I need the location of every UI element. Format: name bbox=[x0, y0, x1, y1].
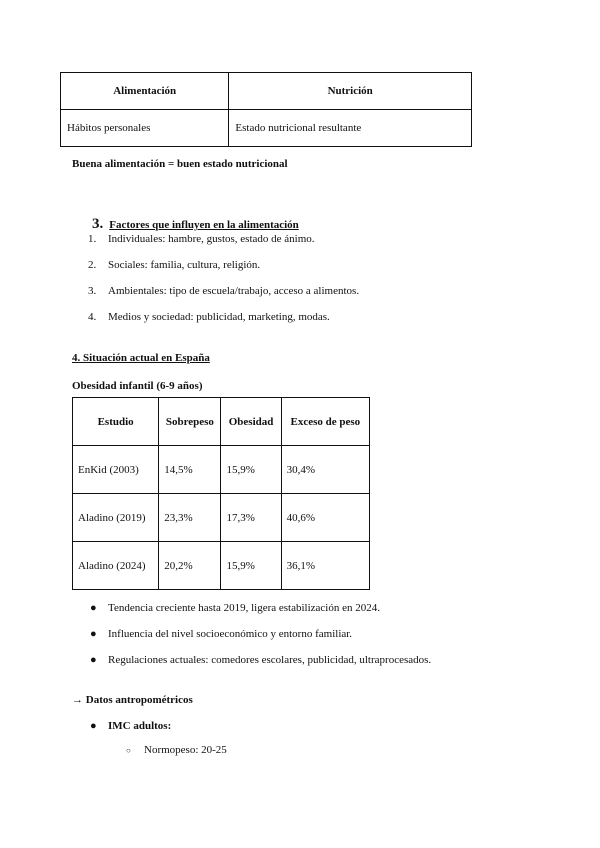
list-item bbox=[88, 285, 359, 311]
table-cell: 36,1% bbox=[281, 542, 369, 590]
table-header-cell: Alimentación bbox=[61, 73, 229, 110]
alimentacion-nutricion-table bbox=[60, 72, 472, 147]
list-number: 3. bbox=[88, 285, 97, 297]
list-item bbox=[88, 233, 359, 259]
section-4-heading: 4. Situación actual en España bbox=[72, 352, 210, 364]
normopeso-item bbox=[126, 744, 227, 756]
list-text: Influencia del nivel socioeconómico y entorno familiar. bbox=[108, 628, 353, 640]
list-number: 1. bbox=[88, 233, 97, 245]
section-title: Factores que influyen en la alimentación bbox=[109, 219, 299, 231]
table-header-row bbox=[73, 398, 370, 446]
table-cell: 17,3% bbox=[221, 494, 281, 542]
section-number: 3. bbox=[92, 216, 104, 232]
obesity-table bbox=[72, 397, 370, 590]
normopeso-text: Normopeso: 20-25 bbox=[144, 744, 227, 756]
table-header-cell: Obesidad bbox=[221, 398, 281, 446]
bullet-icon: ● bbox=[90, 628, 97, 640]
table-cell: Estado nutricional resultante bbox=[229, 110, 472, 147]
table-header-cell: Sobrepeso bbox=[159, 398, 221, 446]
bullet-icon: ● bbox=[90, 654, 97, 666]
factors-list bbox=[88, 233, 359, 337]
table-cell: 20,2% bbox=[159, 542, 221, 590]
table-header-cell: Nutrición bbox=[229, 73, 472, 110]
table-cell: 15,9% bbox=[221, 446, 281, 494]
table-cell: 30,4% bbox=[281, 446, 369, 494]
circle-bullet-icon: ○ bbox=[126, 746, 131, 755]
table-row bbox=[73, 446, 370, 494]
table-cell: 15,9% bbox=[221, 542, 281, 590]
list-item bbox=[88, 259, 359, 285]
equation-text: Buena alimentación = buen estado nutricional bbox=[72, 158, 288, 170]
imc-item bbox=[90, 720, 171, 732]
list-item bbox=[90, 628, 431, 654]
table-header-row bbox=[61, 73, 472, 110]
subsection-heading: Obesidad infantil (6-9 años) bbox=[72, 380, 203, 392]
list-text: Regulaciones actuales: comedores escolares, publicidad, ultraprocesados. bbox=[108, 654, 432, 666]
section-3-heading bbox=[92, 216, 299, 233]
table-cell: 14,5% bbox=[159, 446, 221, 494]
list-text: Ambientales: tipo de escuela/trabajo, acceso a alimentos. bbox=[108, 285, 360, 297]
bullet-icon: ● bbox=[90, 720, 97, 732]
table-row bbox=[73, 542, 370, 590]
list-text: Individuales: hambre, gustos, estado de ánimo. bbox=[108, 233, 315, 245]
table-cell: Aladino (2019) bbox=[73, 494, 159, 542]
table-header-cell: Exceso de peso bbox=[281, 398, 369, 446]
table-cell: 40,6% bbox=[281, 494, 369, 542]
list-text: Tendencia creciente hasta 2019, ligera estabilización en 2024. bbox=[108, 602, 380, 614]
trend-bullet-list bbox=[90, 602, 431, 680]
list-text: Sociales: familia, cultura, religión. bbox=[108, 259, 261, 271]
datos-heading: → Datos antropométricos bbox=[72, 694, 193, 706]
table-row bbox=[73, 494, 370, 542]
table-cell: Hábitos personales bbox=[61, 110, 229, 147]
list-text: Medios y sociedad: publicidad, marketing, modas. bbox=[108, 311, 330, 323]
list-number: 4. bbox=[88, 311, 97, 323]
list-item bbox=[90, 654, 431, 680]
imc-label: IMC adultos: bbox=[108, 720, 172, 732]
table-row bbox=[61, 110, 472, 147]
bullet-icon: ● bbox=[90, 602, 97, 614]
table-header-cell: Estudio bbox=[73, 398, 159, 446]
table-cell: 23,3% bbox=[159, 494, 221, 542]
table-cell: EnKid (2003) bbox=[73, 446, 159, 494]
list-item bbox=[88, 311, 359, 337]
list-number: 2. bbox=[88, 259, 97, 271]
table-cell: Aladino (2024) bbox=[73, 542, 159, 590]
list-item bbox=[90, 602, 431, 628]
